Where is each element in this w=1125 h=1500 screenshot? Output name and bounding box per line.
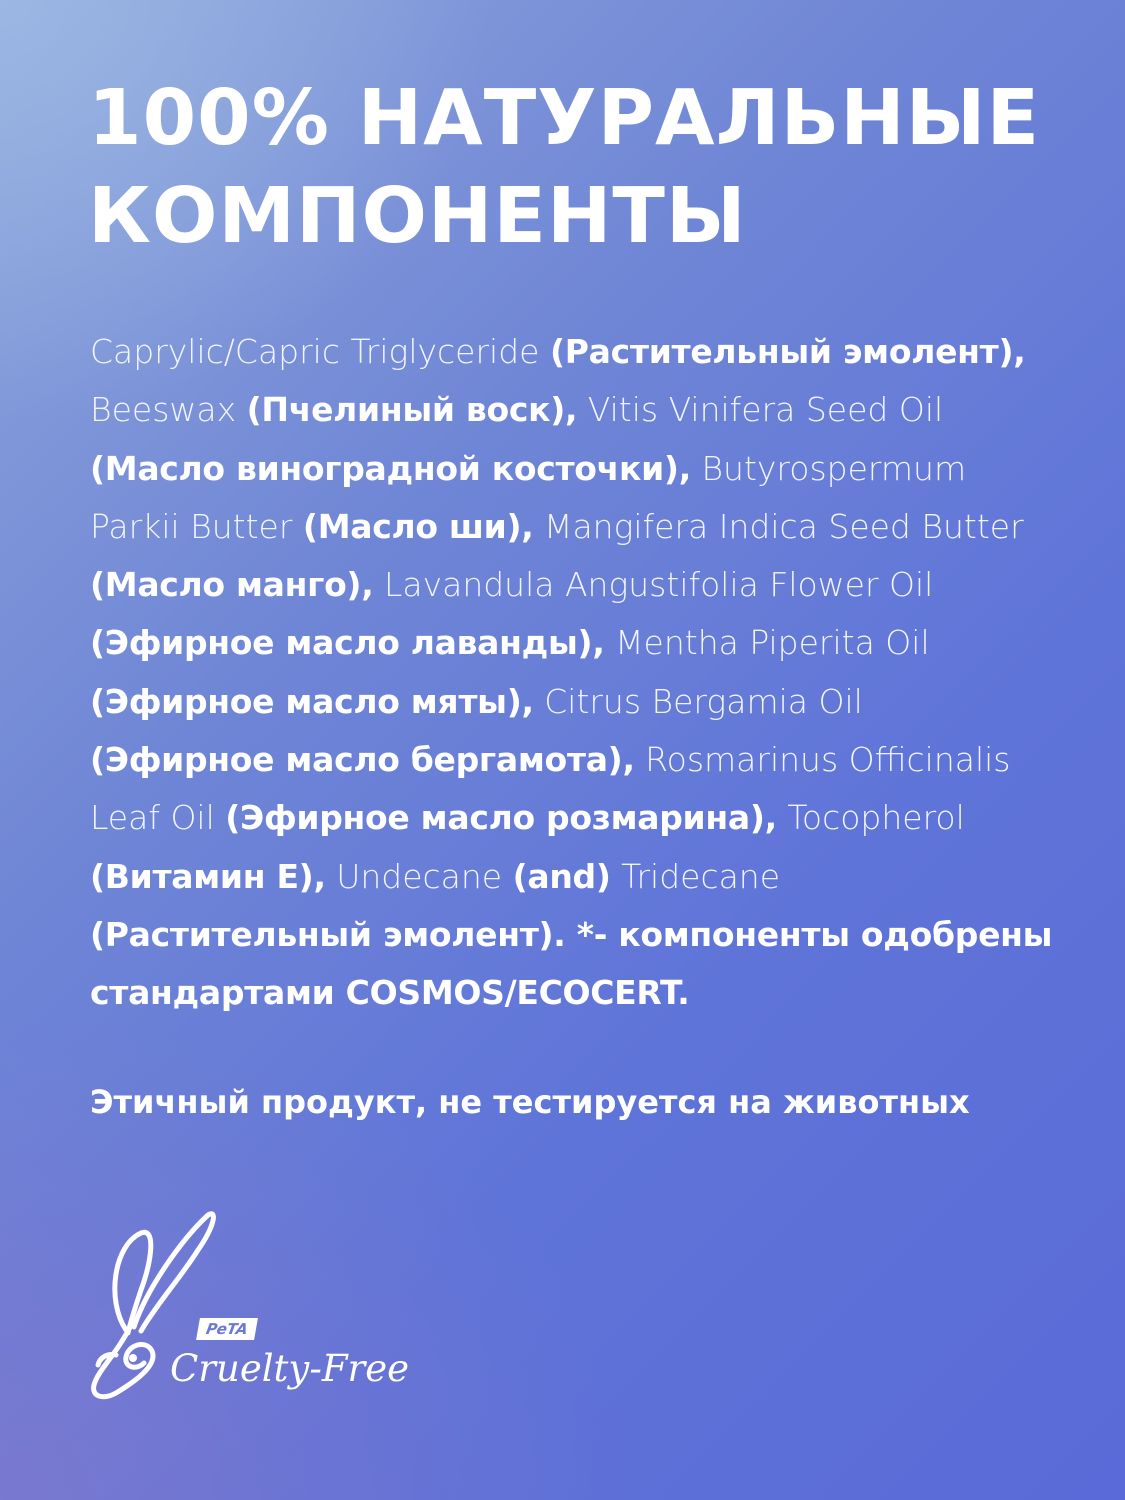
certification-note: (Растительный эмолент). *- компоненты одобрены xyxy=(90,914,1053,954)
ingredient-line xyxy=(90,789,1050,847)
cruelty-free-label: Cruelty-Free xyxy=(170,1347,409,1390)
ingredient-translation: (Пчелиный воск), xyxy=(246,390,578,430)
ingredient-line xyxy=(90,498,1050,556)
ingredient-translation: (Эфирное масло розмарина), xyxy=(225,798,777,838)
ingredient-translation: (Витамин Е), xyxy=(90,856,326,896)
ingredient-translation: (Эфирное масло лаванды), xyxy=(90,623,605,663)
ingredient-name: Tridecane xyxy=(610,856,781,896)
ethic-note: Этичный продукт, не тестируется на животных xyxy=(90,1083,970,1121)
ingredient-line xyxy=(90,440,1050,498)
ingredient-translation: (Масло ши), xyxy=(302,506,534,546)
ingredient-translation: (Эфирное масло мяты), xyxy=(90,681,534,721)
title-line-1: 100% НАТУРАЛЬНЫЕ xyxy=(88,74,1041,163)
ingredient-translation: (Масло манго), xyxy=(90,565,374,605)
ingredient-translation: (Растительный эмолент), xyxy=(549,332,1026,371)
ingredient-line xyxy=(90,731,1050,789)
peta-cruelty-free-logo xyxy=(86,1205,409,1405)
certification-note: стандартами COSMOS/ECOCERT. xyxy=(90,973,690,1013)
ingredient-translation: (Масло виноградной косточки), xyxy=(90,448,691,488)
ingredient-name: Lavandula Angustifolia Flower Oil xyxy=(373,565,934,605)
ingredient-name: Citrus Bergamia Oil xyxy=(533,681,863,721)
ingredient-name: Leaf Oil xyxy=(90,798,226,838)
ingredient-line xyxy=(90,323,1050,381)
ingredient-line xyxy=(90,848,1050,906)
ingredient-name: Undecane xyxy=(325,856,513,896)
ingredient-line xyxy=(90,381,1050,439)
ingredient-name: Rosmarinus Officinalis xyxy=(634,740,1011,780)
ingredient-translation: (and) xyxy=(512,856,611,896)
page-title xyxy=(88,70,1068,266)
ingredient-name: Mentha Piperita Oil xyxy=(604,623,930,663)
ingredient-translation: (Эфирное масло бергамота), xyxy=(90,740,635,780)
ingredient-name: Butyrospermum xyxy=(690,448,967,488)
ingredient-line xyxy=(90,906,1053,964)
ingredient-name: Vitis Vinifera Seed Oil xyxy=(577,390,944,430)
ingredient-name: Mangifera Indica Seed Butter xyxy=(533,506,1024,546)
ingredient-line xyxy=(90,556,1050,614)
ingredient-line xyxy=(90,614,1050,672)
title-line-2: КОМПОНЕНТЫ xyxy=(88,172,747,261)
ingredient-name: Beeswax xyxy=(90,390,247,430)
ingredient-name: Caprylic/Capric Triglyceride xyxy=(90,332,550,371)
ingredient-name: Tocopherol xyxy=(776,798,965,838)
ingredient-line xyxy=(90,673,1050,731)
peta-badge: PeTA xyxy=(196,1318,258,1340)
ingredients-list xyxy=(90,323,1053,1023)
ingredient-line xyxy=(90,964,1050,1022)
ingredient-name: Parkii Butter xyxy=(90,506,303,546)
